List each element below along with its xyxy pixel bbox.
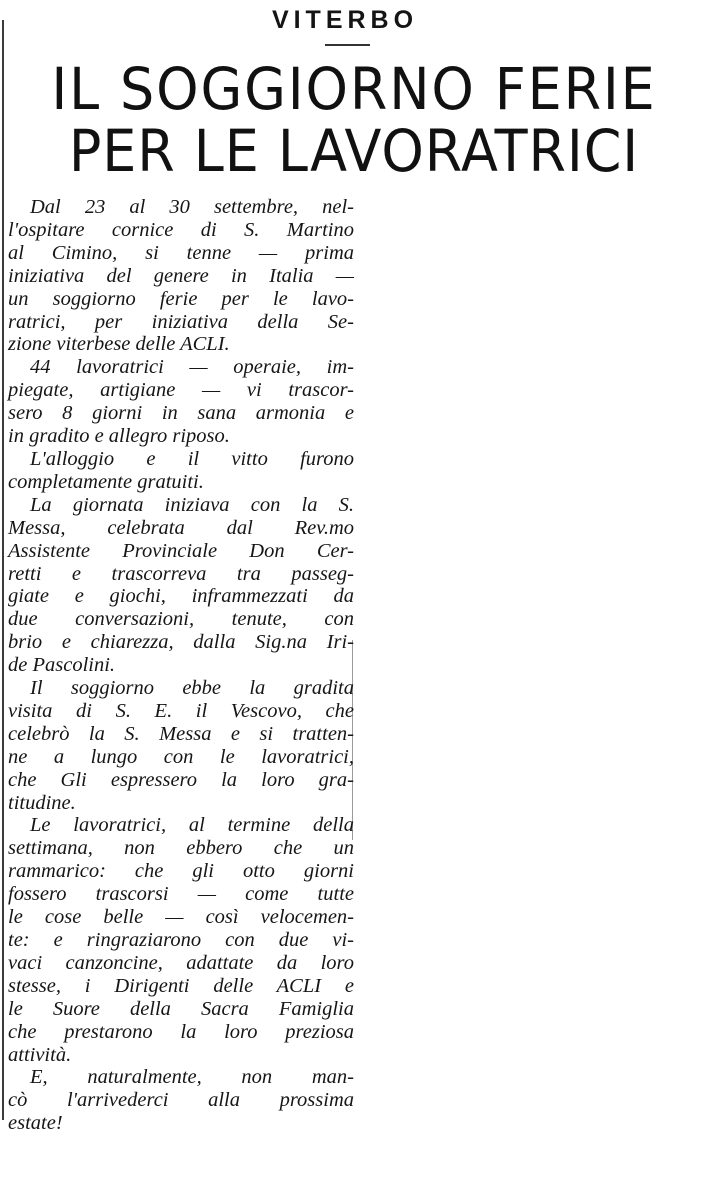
text-line: E, naturalmente, non man- <box>30 1066 354 1089</box>
section-kicker: VITERBO <box>271 6 419 34</box>
text-line: settimana, non ebbero che un <box>8 837 354 860</box>
text-line: che Gli espressero la loro gra- <box>8 768 354 791</box>
column-rule-left <box>2 20 4 1120</box>
text-line: attività. <box>8 1043 72 1066</box>
paragraph <box>8 196 354 356</box>
article-body <box>8 196 354 1135</box>
text-line: ne a lungo con le lavoratrici, <box>8 745 354 768</box>
text-line: L'alloggio e il vitto furono <box>30 447 354 470</box>
text-line: retti e trascorreva tra passeg- <box>8 562 354 585</box>
text-line: l'ospitare cornice di S. Martino <box>8 218 354 241</box>
text-line: stesse, i Dirigenti delle ACLI e <box>8 974 354 997</box>
text-line: giate e giochi, inframmezzati da <box>8 585 354 608</box>
text-line: Assistente Provinciale Don Cer- <box>8 539 354 562</box>
text-line: due conversazioni, tenute, con <box>8 608 354 631</box>
text-line: al Cimino, si tenne — prima <box>8 241 354 264</box>
text-line: brio e chiarezza, dalla Sig.na Iri- <box>8 631 354 654</box>
text-line: celebrò la S. Messa e si tratten- <box>8 722 354 745</box>
text-line: zione viterbese delle ACLI. <box>8 333 230 356</box>
paragraph <box>8 494 354 677</box>
text-line: cò l'arrivederci alla prossima <box>8 1089 354 1112</box>
text-line: rammarico: che gli otto giorni <box>8 860 354 883</box>
text-line: vaci canzoncine, adattate da loro <box>8 951 354 974</box>
headline-line-1: IL SOGGIORNO FERIE <box>51 55 657 123</box>
text-line: te: e ringraziarono con due vi- <box>8 929 354 951</box>
text-line: titudine. <box>8 791 76 814</box>
text-line: le cose belle — così velocemen- <box>8 906 354 929</box>
paragraph <box>8 677 354 814</box>
text-line: La giornata iniziava con la S. <box>30 493 354 516</box>
text-line: in gradito e allegro riposo. <box>8 425 230 448</box>
headline-line-2: PER LE LAVORATRICI <box>68 117 640 185</box>
text-line: un soggiorno ferie per le lavo- <box>8 287 354 310</box>
text-line: 44 lavoratrici — operaie, im- <box>30 356 354 379</box>
text-line: de Pascolini. <box>8 654 116 677</box>
paragraph <box>8 1066 354 1135</box>
text-line: visita di S. E. il Vescovo, che <box>8 699 354 722</box>
text-line: estate! <box>8 1112 63 1135</box>
paragraph <box>8 356 354 448</box>
text-line: Dal 23 al 30 settembre, nel- <box>30 196 354 218</box>
text-line: fossero trascorsi — come tutte <box>8 883 354 906</box>
paragraph <box>8 814 354 1066</box>
text-line: Il soggiorno ebbe la gradita <box>30 677 354 700</box>
text-line: che prestarono la loro preziosa <box>8 1020 354 1043</box>
paragraph <box>8 448 354 494</box>
text-line: Le lavoratrici, al termine della <box>30 814 354 837</box>
kicker-underline <box>325 44 370 46</box>
text-line: Messa, celebrata dal Rev.mo <box>8 516 354 539</box>
text-line: ratrici, per iniziativa della Se- <box>8 310 354 333</box>
text-line: completamente gratuiti. <box>8 470 204 493</box>
headline <box>4 55 704 185</box>
text-line: sero 8 giorni in sana armonia e <box>8 402 354 425</box>
text-line: iniziativa del genere in Italia — <box>8 264 354 287</box>
text-line: le Suore della Sacra Famiglia <box>8 997 354 1020</box>
text-line: piegate, artigiane — vi trascor- <box>8 379 354 402</box>
